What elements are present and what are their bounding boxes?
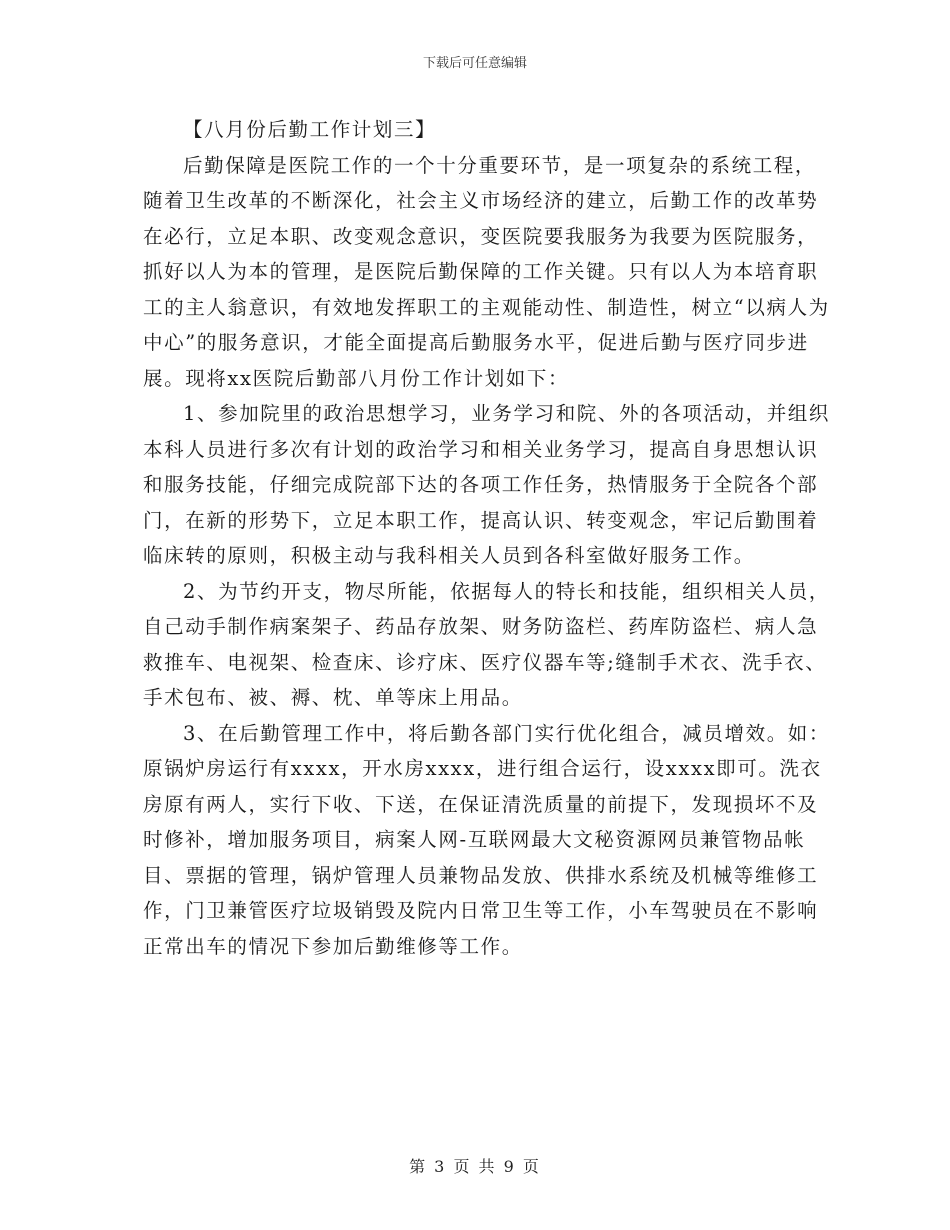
paragraph-item-1: 1、参加院里的政治思想学习，业务学习和院、外的各项活动，并组织本科人员进行多次有计划的政治学习和相关业务学习，提高自身思想认识和服务技能，仔细完成院部下达的各项工作任务，热情服务于全院各个部门，在新的形势下，立足本职工作，提高认识、转变观念，牢记后勤围着临床转的原则，积极主动与我科相关人员到各科室做好服务工作。 [143, 402, 831, 567]
page-number-footer: 第 3 页 共 9 页 [409, 1157, 541, 1176]
document-title: 【八月份后勤工作计划三】 [183, 118, 437, 141]
document-body [143, 112, 833, 964]
paragraph-intro: 后勤保障是医院工作的一个十分重要环节，是一项复杂的系统工程，随着卫生改革的不断深化，社会主义市场经济的建立，后勤工作的改革势在必行，立足本职、改变观念意识，变医院要我服务为我要为医院服务，抓好以人为本的管理，是医院后勤保障的工作关键。只有以人为本培育职工的主人翁意识，有效地发挥职工的主观能动性、制造性，树立“以病人为中心”的服务意识，才能全面提高后勤服务水平，促进后勤与医疗同步进展。现将xx医院后勤部八月份工作计划如下： [143, 153, 830, 390]
page-header-note: 下载后可任意编辑 [422, 56, 527, 71]
paragraph-item-3: 3、在后勤管理工作中，将后勤各部门实行优化组合，减员增效。如：原锅炉房运行有xxxx，开水房xxxx，进行组合运行，设xxxx即可。洗衣房原有两人，实行下收、下送，在保证清洗质量的前提下，发现损坏不及时修补，增加服务项目，病案人网-互联网最大文秘资源网员兼管物品帐目、票据的管理，锅炉管理人员兼物品发放、供排水系统及机械等维修工作，门卫兼管医疗垃圾销毁及院内日常卫生等工作，小车驾驶员在不影响正常出车的情况下参加后勤维修等工作。 [143, 721, 831, 958]
paragraph-item-2: 2、为节约开支，物尽所能，依据每人的特长和技能，组织相关人员，自己动手制作病案架子、药品存放架、财务防盗栏、药库防盗栏、病人急救推车、电视架、检查床、诊疗床、医疗仪器车等;缝制手术衣、洗手衣、手术包布、被、褥、枕、单等床上用品。 [143, 579, 831, 709]
